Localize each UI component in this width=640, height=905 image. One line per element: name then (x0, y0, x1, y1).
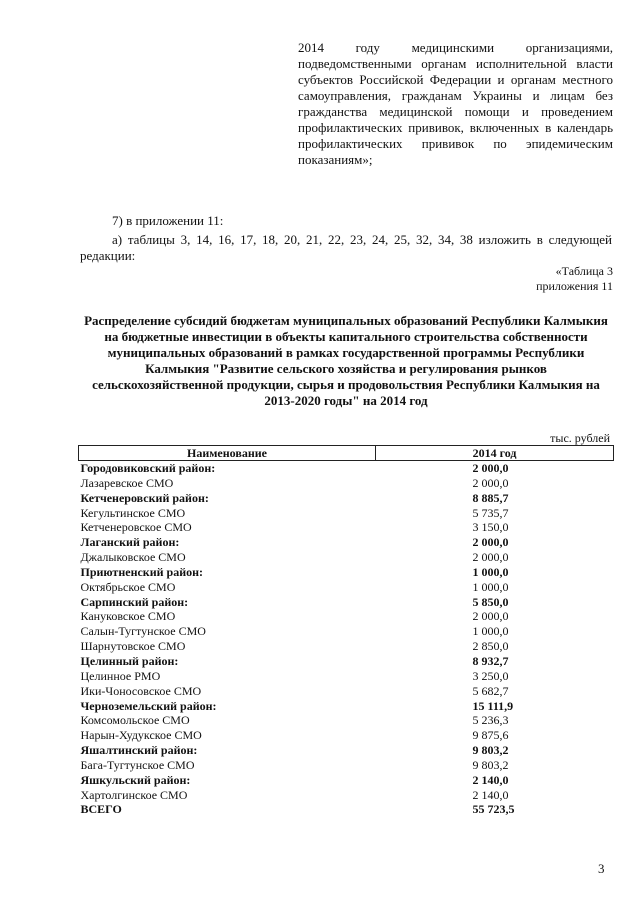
row-name: Нарын-Худукское СМО (80, 728, 202, 743)
table-row (79, 743, 614, 758)
row-name: Целинный район: (80, 653, 179, 668)
row-value: 2 000,0 (472, 461, 509, 475)
table-row (79, 773, 614, 788)
row-name: Лаганский район: (80, 535, 180, 550)
row-value: 2 140,0 (472, 772, 509, 787)
row-value: 5 236,3 (472, 713, 509, 728)
subsidy-table (78, 445, 614, 817)
row-name: ВСЕГО (80, 802, 122, 817)
page-number: 3 (598, 861, 605, 876)
row-name: Джалыковское СМО (80, 550, 186, 565)
table-row (79, 461, 614, 476)
item-a: а) таблицы 3, 14, 16, 17, 18, 20, 21, 22, 23, 24, 25, 32, 34, 38 изложить в следующей редакции: (80, 232, 612, 263)
row-value: 1 000,0 (472, 564, 509, 579)
table-row (79, 639, 614, 654)
row-value: 2 000,0 (472, 550, 509, 565)
table-row (79, 506, 614, 521)
table-row (79, 654, 614, 669)
table-row (79, 535, 614, 550)
row-value: 9 803,2 (472, 743, 509, 758)
table-row (79, 580, 614, 595)
row-name: Яшкульский район: (80, 772, 191, 787)
table-row (79, 520, 614, 535)
table-row (79, 802, 614, 817)
table-row (79, 624, 614, 639)
row-name: Лазаревское СМО (80, 475, 174, 490)
table-row (79, 550, 614, 565)
row-value: 2 000,0 (472, 535, 509, 550)
table-reference-line-1: «Таблица 3 (555, 264, 613, 278)
table-row (79, 713, 614, 728)
table-row (79, 491, 614, 506)
row-name: Черноземельский район: (80, 698, 217, 713)
row-name: Кетченеровское СМО (80, 520, 192, 535)
table-header-row (79, 446, 614, 461)
row-name: Октябрьское СМО (80, 579, 176, 594)
table-row (79, 788, 614, 803)
row-value: 2 850,0 (472, 639, 509, 654)
item-7: 7) в приложении 11: (112, 213, 224, 228)
row-value: 8 932,7 (472, 653, 509, 668)
row-name: Бага-Тугтунское СМО (80, 757, 195, 772)
row-value: 55 723,5 (472, 802, 515, 817)
document-title: Распределение субсидий бюджетам муниципальных образований Республики Калмыкия на бюджетные инвестиции в объекты капитального строительства собственности муниципальных образований в рамках государственной программы Республики Калмыкия "Развитие сельского хозяйства и регулирования рынков сельскохозяйственной продукции, сырья и продовольствия Республики Калмыкия на 2013-2020 годы" на 2014 год (84, 313, 608, 408)
table-row (79, 609, 614, 624)
units-label: тыс. рублей (550, 431, 610, 445)
row-value: 2 000,0 (472, 475, 509, 490)
table-row (79, 565, 614, 580)
table-row (79, 595, 614, 610)
row-value: 15 111,9 (472, 698, 514, 713)
row-name: Сарпинский район: (80, 594, 189, 609)
row-value: 2 000,0 (472, 609, 509, 624)
row-value: 8 885,7 (472, 490, 509, 505)
row-name: Кетченеровский район: (80, 490, 209, 505)
row-value: 5 850,0 (472, 594, 509, 609)
row-name: Шарнутовское СМО (80, 639, 186, 654)
header-year: 2014 год (376, 446, 614, 461)
row-value: 1 000,0 (472, 624, 509, 639)
row-name: Кануковское СМО (80, 609, 176, 624)
header-name: Наименование (79, 446, 376, 461)
quoted-paragraph: 2014 году медицинскими организациями, подведомственными органам исполнительной власти субъектов Российской Федерации и органам местного самоуправления, гражданам Украины и лицам без гражданства медицинской помощи и проведением профилактических прививок, включенных в календарь профилактических прививок по эпидемическим показаниям»; (298, 40, 613, 167)
row-value: 5 682,7 (472, 683, 509, 698)
row-value: 3 250,0 (472, 668, 509, 683)
table-row (79, 476, 614, 491)
row-value: 9 875,6 (472, 728, 509, 743)
table-reference (536, 264, 613, 294)
row-name: Комсомольское СМО (80, 713, 190, 728)
row-name: Ики-Чоносовское СМО (80, 683, 202, 698)
row-value: 3 150,0 (472, 520, 509, 535)
row-name: Салын-Тугтунское СМО (80, 624, 206, 639)
row-name: Городовиковский район: (80, 461, 216, 475)
table-row (79, 684, 614, 699)
row-value: 5 735,7 (472, 505, 509, 520)
row-name: Хартолгинское СМО (80, 787, 188, 802)
table-row (79, 758, 614, 773)
row-value: 2 140,0 (472, 787, 509, 802)
table-body (79, 461, 614, 818)
table-reference-line-2: приложения 11 (536, 279, 613, 293)
row-name: Приютненский район: (80, 564, 204, 579)
row-value: 1 000,0 (472, 579, 509, 594)
table-row (79, 728, 614, 743)
row-name: Яшалтинский район: (80, 743, 198, 758)
table-row (79, 669, 614, 684)
table-row (79, 699, 614, 714)
row-name: Целинное РМО (80, 668, 161, 683)
row-value: 9 803,2 (472, 757, 509, 772)
row-name: Кегультинское СМО (80, 505, 186, 520)
